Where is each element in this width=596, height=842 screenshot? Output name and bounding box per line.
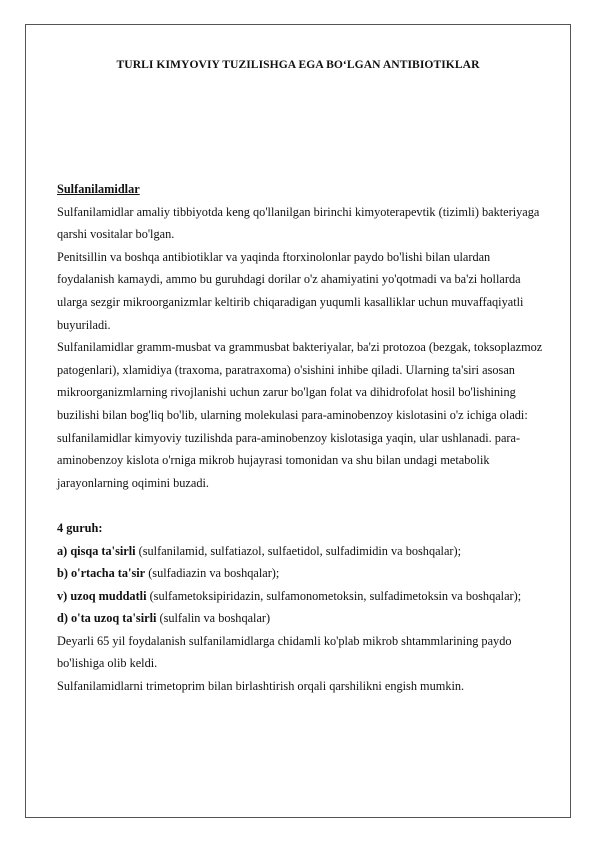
group-term: v) uzoq muddatli [57,588,147,603]
paragraph-mechanism: Sulfanilamidlar gramm-musbat va grammusbat bakteriyalar, ba'zi protozoa (bezgak, toksoplazmoz patogenlari), xlamidiya (traxoma, paratraxoma) o'sishini inhibe qiladi. Ularning ta'siri asosan mikroorganizmlarning rivojlanishi uchun zarur bo'lgan folat va dihidrofolat hosil bo'lishining buzilishi bilan bog'liq bo'lib, ularning molekulasi para-aminobenzoy kislotasini o'z ichiga oladi: sulfanilamidlar kimyoviy tuzilishda para-aminobenzoy kislotasiga yaqin, ular ushlanadi. para-aminobenzoy kislota o'rniga mikrob hujayrasi tomonidan va shu bilan undagi metabolik jarayonlarning oqimini buzadi. [57,340,543,490]
paragraph-usage: Penitsillin va boshqa antibiotiklar va yaqinda ftorxinolonlar paydo bo'lishi bilan ulardan foydalanish kamaydi, ammo bu guruhdagi dorilar o'z ahamiyatini yo'qotmadi va ba'zi hollarda ularga sezgir mikroorganizmlar keltirib chiqaradigan yuqumli kasalliklar uchun muvaffaqiyatli buyuriladi. [57,249,524,332]
group-term: d) o'ta uzoq ta'sirli [57,611,157,626]
document-body [57,178,547,698]
group-item-long [57,585,547,608]
document-title: TURLI KIMYOVIY TUZILISHGA EGA BO‘LGAN ANTIBIOTIKLAR [116,58,480,71]
group-item-short [57,540,547,563]
group-heading: 4 guruh: [57,520,103,535]
paragraph-resistance: Deyarli 65 yil foydalanish sulfanilamidlarga chidamli ko'plab mikrob shtammlarining paydo bo'lishiga olib keldi. [57,633,512,671]
group-detail: (sulfadiazin va boshqalar); [145,566,280,581]
group-item-ultra-long [57,607,547,630]
group-detail: (sulfanilamid, sulfatiazol, sulfaetidol, sulfadimidin va boshqalar); [135,543,462,558]
group-detail: (sulfalin va boshqalar) [156,611,271,626]
paragraph-trimethoprim: Sulfanilamidlarni trimetoprim bilan birlashtirish orqali qarshilikni engish mumkin. [57,679,465,694]
group-term: a) qisqa ta'sirli [57,543,136,558]
group-detail: (sulfametoksipiridazin, sulfamonometoksin, sulfadimetoksin va boshqalar); [146,588,522,603]
paragraph-intro: Sulfanilamidlar amaliy tibbiyotda keng qo'llanilgan birinchi kimyoterapevtik (tizimli) bakteriyaga qarshi vositalar bo'lgan. [57,204,540,242]
group-term: b) o'rtacha ta'sir [57,566,146,581]
blank-line [57,494,547,517]
section-heading: Sulfanilamidlar [57,182,140,196]
group-item-medium [57,562,547,585]
